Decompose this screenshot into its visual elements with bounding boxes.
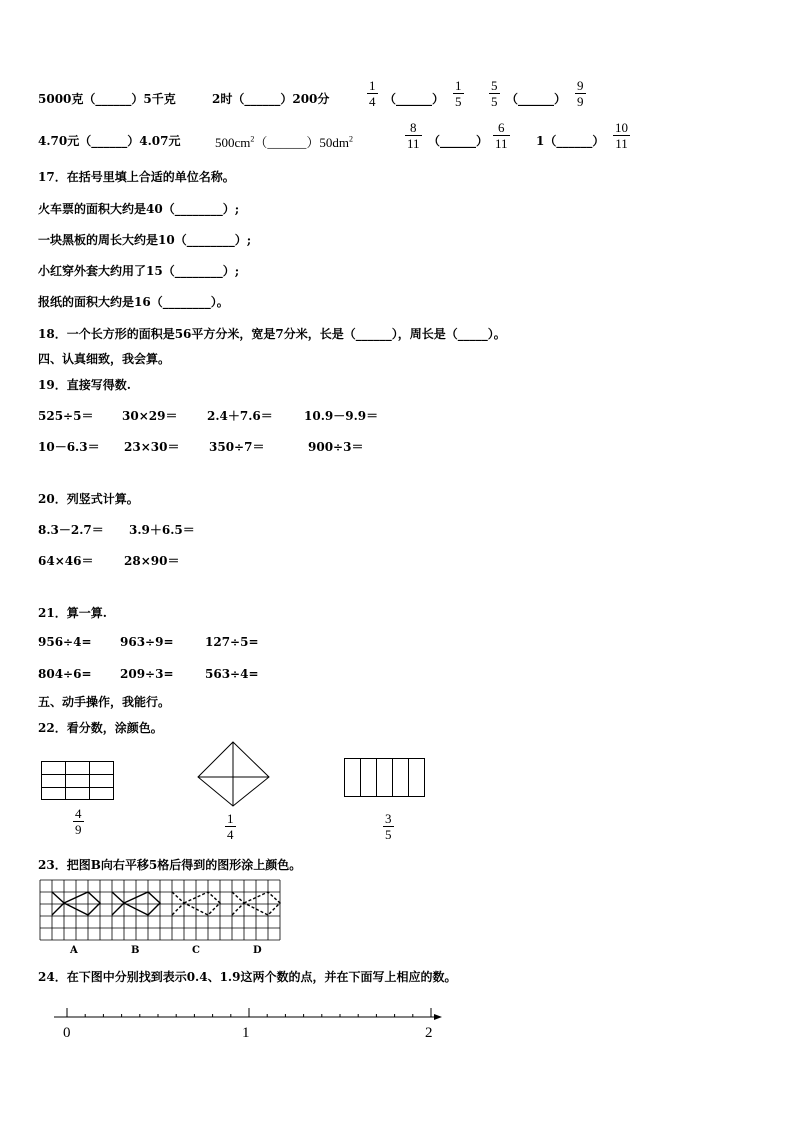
q19-item: 30×29＝ bbox=[122, 409, 178, 423]
q22-title: 22．看分数，涂颜色。 bbox=[38, 721, 163, 735]
row1-compare-time: 2时（______）200分 bbox=[212, 92, 330, 106]
q20-item: 3.9＋6.5＝ bbox=[129, 523, 195, 537]
q22-grid-3x3 bbox=[42, 762, 114, 800]
q23-title: 23．把图B向右平移5格后得到的图形涂上颜色。 bbox=[38, 858, 302, 872]
q22-rect-5parts bbox=[345, 759, 425, 797]
q19-title: 19．直接写得数. bbox=[38, 378, 131, 392]
section-4-heading: 四、认真细致，我会算。 bbox=[38, 352, 171, 366]
row1-fraction-3: 5 5 bbox=[491, 78, 498, 109]
q17-title: 17．在括号里填上合适的单位名称。 bbox=[38, 170, 235, 184]
arrow-right-icon bbox=[434, 1014, 442, 1020]
row2-fraction-3: 10 11 bbox=[615, 120, 628, 151]
q21-title: 21．算一算. bbox=[38, 606, 107, 620]
q19-item: 350÷7＝ bbox=[209, 440, 265, 454]
q24-tick-1: 1 bbox=[242, 1025, 250, 1041]
q24-title: 24．在下图中分别找到表示0.4、1.9这两个数的点，并在下面写上相应的数。 bbox=[38, 970, 457, 984]
row2-fraction-2: 6 11 bbox=[495, 120, 508, 151]
q19-item: 2.4＋7.6＝ bbox=[207, 409, 273, 423]
q22-figures bbox=[0, 735, 794, 850]
q23-label-a: A bbox=[70, 945, 78, 956]
q23-grid-figure bbox=[0, 875, 794, 945]
q22-fraction-3: 3 5 bbox=[385, 811, 392, 842]
q21-item: 209÷3= bbox=[120, 667, 174, 681]
q21-item: 963÷9= bbox=[120, 635, 174, 649]
row2-compare-area: $500cm^2(\_\_\_\_\_\_)50dm^2$ bbox=[215, 134, 354, 150]
q17-line-4: 报纸的面积大约是16（________）。 bbox=[38, 295, 229, 309]
q22-fraction-2: 1 4 bbox=[227, 811, 234, 842]
q24-tick-0: 0 bbox=[63, 1025, 71, 1041]
q20-item: 28×90＝ bbox=[124, 554, 180, 568]
section-5-heading: 五、动手操作，我能行。 bbox=[38, 695, 171, 709]
q19-item: 900÷3＝ bbox=[308, 440, 364, 454]
q19-item: 525÷5＝ bbox=[38, 409, 94, 423]
q23-label-b: B bbox=[131, 945, 140, 956]
q19-item: 23×30＝ bbox=[124, 440, 180, 454]
q17-line-1: 火车票的面积大约是40（________）; bbox=[38, 202, 240, 216]
q17-line-3: 小红穿外套大约用了15（________）; bbox=[38, 264, 240, 278]
q17-line-2: 一块黑板的周长大约是10（________）; bbox=[38, 233, 252, 247]
q20-title: 20．列竖式计算。 bbox=[38, 492, 139, 506]
row2-whole-blank: 1（______） bbox=[536, 134, 605, 148]
q20-item: 8.3－2.7＝ bbox=[38, 523, 104, 537]
q19-item: 10－6.3＝ bbox=[38, 440, 100, 454]
q23-square-grid bbox=[40, 880, 280, 940]
q21-item: 563÷4= bbox=[205, 667, 259, 681]
row2-compare-money: 4.70元（______）4.07元 bbox=[38, 134, 181, 148]
row1-fraction-1: 1 4 bbox=[369, 78, 376, 109]
q24-number-line bbox=[0, 1005, 794, 1035]
row1-fraction-4: 9 9 bbox=[577, 78, 584, 109]
q23-label-d: D bbox=[253, 945, 262, 956]
q24-tick-2: 2 bbox=[425, 1025, 433, 1041]
row1-blank-1: （______） bbox=[384, 92, 445, 106]
q22-diamond bbox=[198, 742, 269, 806]
q23-label-c: C bbox=[192, 945, 200, 956]
q21-item: 956÷4= bbox=[38, 635, 92, 649]
row1-blank-2: （______） bbox=[506, 92, 567, 106]
row2-blank-1: （______） bbox=[428, 134, 489, 148]
q18-text: 18．一个长方形的面积是56平方分米，宽是7分米，长是（______），周长是（_____）。 bbox=[38, 327, 506, 341]
q19-item: 10.9－9.9＝ bbox=[304, 409, 379, 423]
row1-fraction-2: 1 5 bbox=[455, 78, 462, 109]
q21-item: 804÷6= bbox=[38, 667, 92, 681]
q20-item: 64×46＝ bbox=[38, 554, 94, 568]
row1-compare-mass: 5000克（______）5千克 bbox=[38, 92, 176, 106]
row2-fraction-1: 8 11 bbox=[407, 120, 420, 151]
q21-item: 127÷5= bbox=[205, 635, 259, 649]
q22-fraction-1: 4 9 bbox=[75, 806, 82, 837]
